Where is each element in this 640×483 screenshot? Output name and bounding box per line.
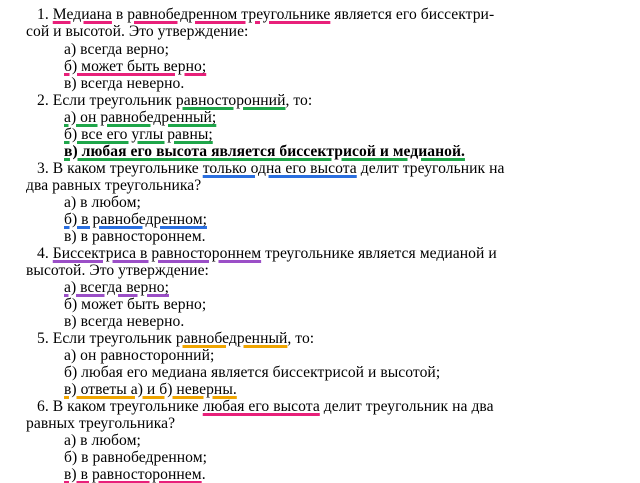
answer-option — [64, 347, 214, 364]
text-segment: б) может быть верно; — [64, 296, 207, 313]
underlined-text: б) все его углы равны; — [64, 126, 213, 143]
text-segment: в) всегда неверно. — [64, 75, 185, 92]
text-segment: 2. Если треугольник — [37, 92, 176, 109]
text-segment: а) всегда верно; — [64, 41, 169, 58]
underlined-text: Медиана — [52, 6, 112, 23]
question-continuation — [26, 262, 209, 279]
question-continuation — [26, 415, 175, 432]
text-segment: 1. — [37, 6, 53, 23]
underlined-text: а) он равнобедренный; — [64, 109, 217, 126]
question-line — [37, 6, 494, 23]
text-segment: 3. В каком треугольнике — [37, 160, 203, 177]
underlined-text: равнобедренном треугольнике — [127, 6, 331, 23]
underlined-text: в) любая его высота является биссектрисой и медианой. — [64, 143, 465, 160]
text-segment: 5. Если треугольник — [37, 330, 176, 347]
text-segment: а) в любом; — [64, 194, 141, 211]
text-segment: в) в равностороннем. — [64, 228, 206, 245]
question-line — [37, 160, 504, 177]
text-segment: сой и высотой. Это утверждение: — [26, 23, 249, 40]
answer-option — [64, 75, 184, 92]
underlined-text: в) в равностороннем — [64, 466, 202, 483]
text-segment: , то: — [285, 92, 313, 109]
answer-option — [64, 211, 207, 228]
answer-option — [64, 58, 206, 75]
text-segment: а) в любом; — [64, 432, 141, 449]
answer-option — [64, 466, 206, 483]
question-continuation — [26, 23, 248, 40]
question-line — [37, 330, 314, 347]
answer-option — [64, 109, 216, 126]
answer-option — [64, 381, 237, 398]
answer-option — [64, 143, 465, 160]
text-segment: делит треугольник на — [356, 160, 505, 177]
text-segment: б) любая его медиана является биссектрисой и высотой; — [64, 364, 441, 381]
text-segment: высотой. Это утверждение: — [26, 262, 209, 279]
question-continuation — [26, 177, 201, 194]
underlined-text: в) ответы а) и б) неверны. — [64, 381, 237, 398]
answer-option — [64, 313, 184, 330]
text-segment: два равных треугольника? — [26, 177, 202, 194]
answer-option — [64, 364, 440, 381]
text-segment: а) он равносторонний; — [64, 347, 215, 364]
answer-option — [64, 296, 206, 313]
answer-option — [64, 432, 141, 449]
answer-option — [64, 41, 169, 58]
underlined-text: любая его высота — [202, 398, 320, 415]
text-segment: . — [201, 466, 206, 483]
answer-option — [64, 126, 213, 143]
text-segment: 6. В каком треугольнике — [37, 398, 203, 415]
underlined-text: б) может быть верно; — [64, 58, 207, 75]
question-line — [37, 398, 494, 415]
underlined-text: б) в равнобедренном; — [64, 211, 207, 228]
text-segment: б) в равнобедренном; — [64, 449, 207, 466]
question-line — [37, 245, 497, 262]
answer-option — [64, 194, 141, 211]
answer-option — [64, 279, 169, 296]
text-segment: является его биссектри- — [330, 6, 495, 23]
text-segment: в) всегда неверно. — [64, 313, 185, 330]
text-segment: в — [111, 6, 128, 23]
underlined-text: только одна его высота — [202, 160, 357, 177]
underlined-text: Биссектриса в равностороннем — [52, 245, 262, 262]
text-segment: 4. — [37, 245, 53, 262]
underlined-text: а) всегда верно; — [64, 279, 169, 296]
answer-option — [64, 449, 207, 466]
underlined-text: равносторонний — [175, 92, 286, 109]
text-segment: делит треугольник на два — [319, 398, 494, 415]
answer-option — [64, 228, 206, 245]
text-segment: треугольнике является медианой и — [261, 245, 497, 262]
underlined-text: равнобедренный — [175, 330, 288, 347]
text-segment: равных треугольника? — [26, 415, 176, 432]
question-line — [37, 92, 312, 109]
text-segment: , то: — [287, 330, 315, 347]
